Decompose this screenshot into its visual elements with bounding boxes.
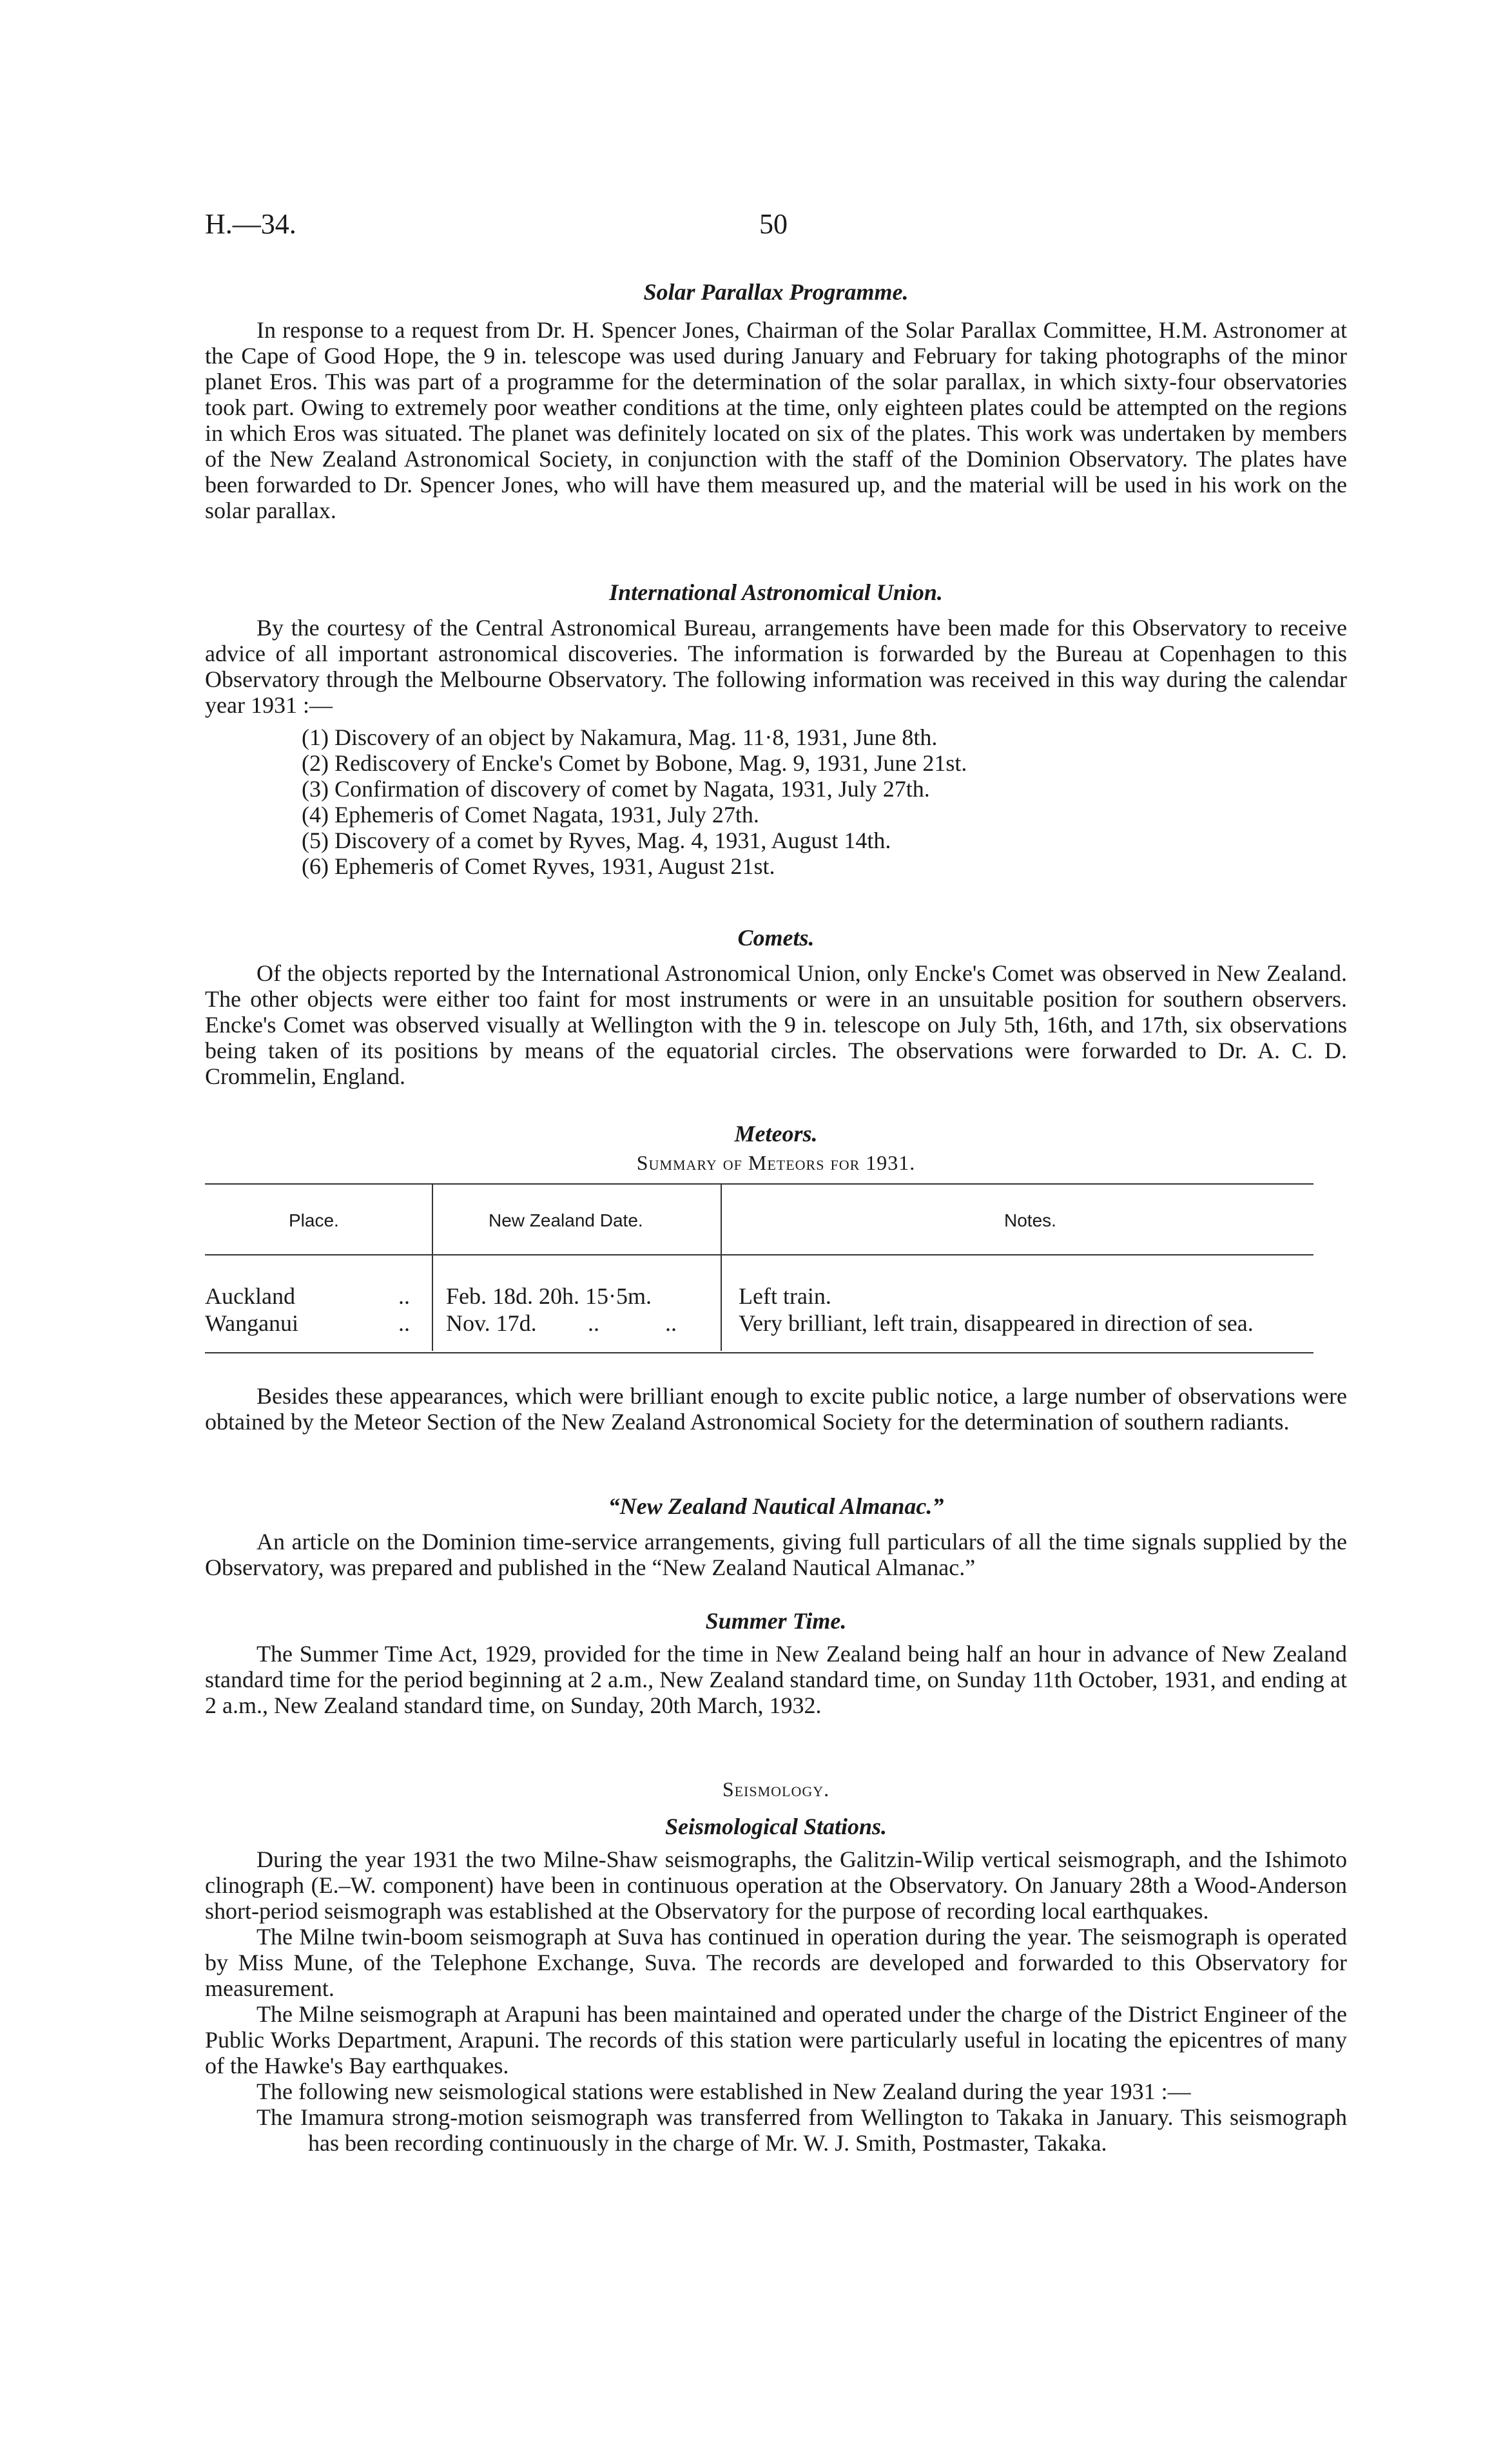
table-cell-leader: .. [588, 1310, 599, 1336]
meteors-section [205, 1120, 1347, 1175]
meteors-table-title: Summary of Meteors for 1931. [636, 1151, 916, 1174]
section-heading-comets: Comets. [737, 925, 815, 951]
table-header-rule [205, 1254, 1313, 1255]
section-heading-summer-time: Summer Time. [705, 1608, 847, 1634]
column-header-date: New Zealand Date. [489, 1210, 643, 1230]
table-cell-date: Feb. 18d. 20h. 15·5m. [446, 1283, 652, 1309]
table-top-rule [205, 1183, 1313, 1185]
summer-time-section [205, 1607, 1347, 1718]
seismology-paragraph: During the year 1931 the two Milne-Shaw seismographs, the Galitzin-Wilip vertical seismograph, and the Ishimoto clinograph (E.–W. component) have been in continuous operation at the Observatory. On January 28th a Wood-Anderson short-period seismograph was established at the Observatory for the purpose of recording local earthquakes. [205, 1846, 1347, 1924]
column-header-place: Place. [289, 1210, 339, 1230]
solar-parallax-section [205, 278, 1347, 523]
table-column-rule [721, 1254, 722, 1351]
table-cell-notes: Left train. [739, 1283, 831, 1309]
table-column-rule [432, 1183, 433, 1254]
column-header-notes: Notes. [1004, 1210, 1056, 1230]
summer-time-paragraph: The Summer Time Act, 1929, provided for the time in New Zealand being half an hour in advance of New Zealand standard time for the period beginning at 2 a.m., New Zealand standard time, on Sunday 11th October, 1931, and ending at 2 a.m., New Zealand standard time, on Sunday, 20th March, 1932. [205, 1641, 1347, 1718]
almanac-paragraph: An article on the Dominion time-service arrangements, giving full particulars of all the time signals supplied by the Observatory, was prepared and published in the “New Zealand Nautical Almanac.” [205, 1529, 1347, 1580]
section-heading-seismological-stations: Seismological Stations. [664, 1814, 887, 1839]
comets-paragraph: Of the objects reported by the International Astronomical Union, only Encke's Comet was observed in New Zealand. The other objects were either too faint for most instruments or were in an unsuitable position for southern observers. Encke's Comet was observed visually at Wellington with the 9 in. telescope on July 5th, 16th, and 17th, six observations being taken of its positions by means of the equatorial circles. The observations were forwarded to Dr. A. C. D. Crommelin, England. [205, 960, 1347, 1089]
meteors-table [205, 1183, 1347, 1370]
table-bottom-rule [205, 1352, 1313, 1353]
almanac-section [205, 1493, 1347, 1580]
seismology-station-paragraph: The Imamura strong-motion seismograph was transferred from Wellington to Takaka in January. This seismograph has been recording continuously in the charge of Mr. W. J. Smith, Postmaster, Takaka. [257, 2104, 1347, 2156]
table-column-rule [721, 1183, 722, 1254]
comets-section [205, 924, 1347, 1089]
section-heading-almanac: “New Zealand Nautical Almanac.” [608, 1493, 944, 1519]
table-cell-leader: .. [398, 1310, 410, 1336]
section-heading-solar-parallax: Solar Parallax Programme. [643, 279, 909, 305]
table-cell-date: Nov. 17d. [446, 1310, 537, 1336]
iau-discovery-list [205, 724, 1347, 879]
list-item: (5) Discovery of a comet by Ryves, Mag. 4, 1931, August 14th. [302, 828, 891, 853]
table-cell-leader: .. [398, 1283, 410, 1309]
solar-parallax-paragraph: In response to a request from Dr. H. Spencer Jones, Chairman of the Solar Parallax Committee, H.M. Astronomer at the Cape of Good Hope, the 9 in. telescope was used during January and February for taking photographs of the minor planet Eros. This was part of a programme for the determination of the solar parallax, in which sixty-four observatories took part. Owing to extremely poor weather conditions at the time, only eighteen plates could be attempted on the regions in which Eros was situated. The planet was definitely located on six of the plates. This work was undertaken by members of the New Zealand Astronomical Society, in conjunction with the staff of the Dominion Observatory. The plates have been forwarded to Dr. Spencer Jones, who will have them measured up, and the material will be used in his work on the solar parallax. [205, 317, 1347, 523]
meteors-paragraph: Besides these appearances, which were brilliant enough to excite public notice, a large number of observations were obtained by the Meteor Section of the New Zealand Astronomical Society for the determination of southern radiants. [205, 1383, 1347, 1435]
list-item: (2) Rediscovery of Encke's Comet by Bobone, Mag. 9, 1931, June 21st. [302, 750, 967, 776]
section-title-seismology: Seismology. [722, 1778, 830, 1801]
table-cell-place: Auckland [205, 1283, 295, 1309]
meteors-note [205, 1383, 1347, 1435]
iau-paragraph: By the courtesy of the Central Astronomical Bureau, arrangements have been made for this Observatory to receive advice of all important astronomical discoveries. The information is forwarded by the Bureau at Copenhagen to this Observatory through the Melbourne Observatory. The following information was received in this way during the calendar year 1931 :— [205, 615, 1347, 718]
table-cell-place: Wanganui [205, 1310, 299, 1336]
seismology-section [205, 1778, 1347, 2156]
table-column-rule [432, 1254, 433, 1351]
page-number: 50 [759, 208, 788, 240]
section-heading-meteors: Meteors. [734, 1121, 818, 1147]
document-reference: H.—34. [205, 208, 296, 240]
section-heading-iau: International Astronomical Union. [609, 579, 943, 605]
iau-section [205, 579, 1347, 879]
seismology-paragraph: The Milne seismograph at Arapuni has been maintained and operated under the charge of the District Engineer of the Public Works Department, Arapuni. The records of this station were particularly useful in locating the epicentres of many of the Hawke's Bay earthquakes. [205, 2001, 1347, 2079]
list-item: (6) Ephemeris of Comet Ryves, 1931, August 21st. [302, 853, 775, 879]
list-item: (4) Ephemeris of Comet Nagata, 1931, July 27th. [302, 802, 759, 828]
list-item: (3) Confirmation of discovery of comet by Nagata, 1931, July 27th. [302, 776, 930, 802]
seismology-paragraph: The following new seismological stations were established in New Zealand during the year 1931 :— [257, 2079, 1191, 2104]
list-item: (1) Discovery of an object by Nakamura, Mag. 11·8, 1931, June 8th. [302, 724, 938, 750]
table-cell-notes: Very brilliant, left train, disappeared in direction of sea. [739, 1310, 1254, 1336]
table-cell-leader: .. [665, 1310, 677, 1336]
seismology-paragraph: The Milne twin-boom seismograph at Suva has continued in operation during the year. The seismograph is operated by Miss Mune, of the Telephone Exchange, Suva. The records are developed and forwarded to this Observatory for measurement. [205, 1924, 1347, 2001]
